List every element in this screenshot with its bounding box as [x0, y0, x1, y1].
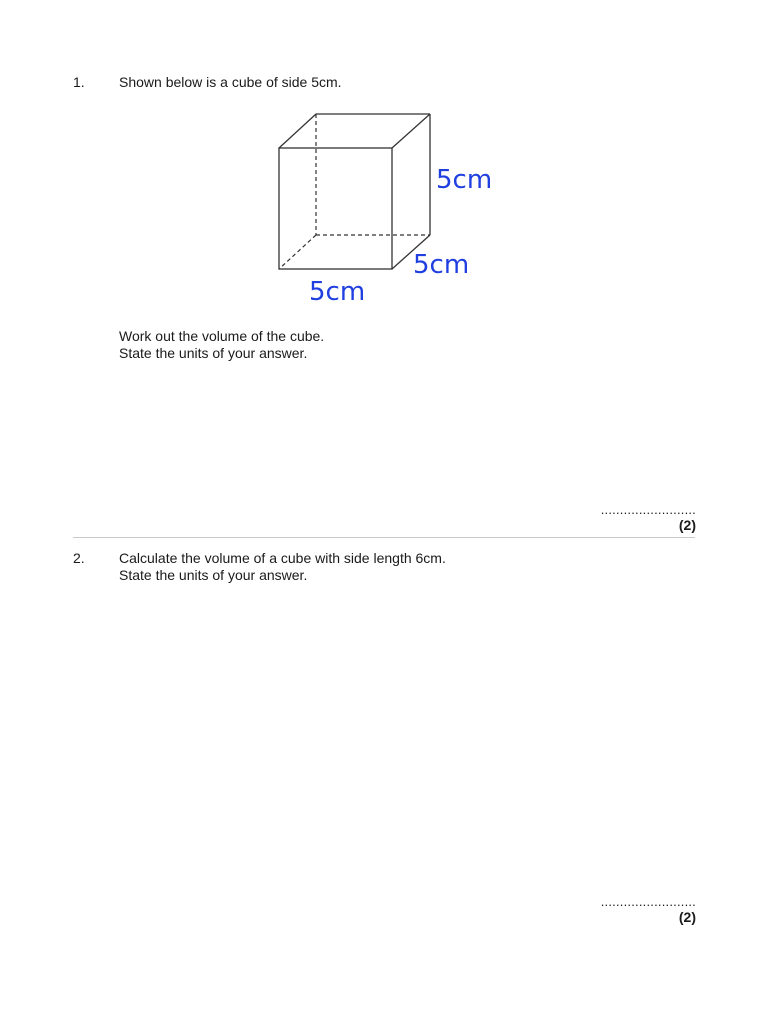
- question-1-answer-line[interactable]: .........................: [600, 502, 696, 517]
- question-1-number: 1.: [73, 74, 85, 90]
- edge-top-left: [279, 114, 316, 148]
- height-label: 5cm: [436, 165, 493, 195]
- question-2-prompt-line-1: Calculate the volume of a cube with side length 6cm.: [119, 550, 446, 566]
- cube-front-face: [279, 148, 392, 269]
- question-1-marks: (2): [678, 517, 696, 533]
- hidden-edge-depth: [279, 235, 316, 269]
- width-label: 5cm: [309, 277, 366, 307]
- cube-diagram: [270, 105, 510, 310]
- edge-top-right: [392, 114, 430, 148]
- question-1-prompt-line-2: State the units of your answer.: [119, 345, 308, 361]
- question-1-intro-text: Shown below is a cube of side 5cm.: [119, 74, 342, 90]
- question-2-answer-line[interactable]: .........................: [600, 894, 696, 909]
- question-1-intro: [119, 74, 342, 91]
- cube-visible-edges: [279, 114, 430, 269]
- question-2-marks: (2): [678, 909, 696, 925]
- question-1-prompt-line-1: Work out the volume of the cube.: [119, 328, 325, 344]
- question-1-prompt: [119, 328, 324, 362]
- question-2-number: 2.: [73, 550, 85, 566]
- question-2-prompt-line-2: State the units of your answer.: [119, 567, 308, 583]
- depth-label: 5cm: [413, 250, 470, 280]
- question-2-prompt: [119, 550, 446, 584]
- question-divider: [73, 537, 695, 538]
- cube-hidden-edges: [279, 114, 430, 269]
